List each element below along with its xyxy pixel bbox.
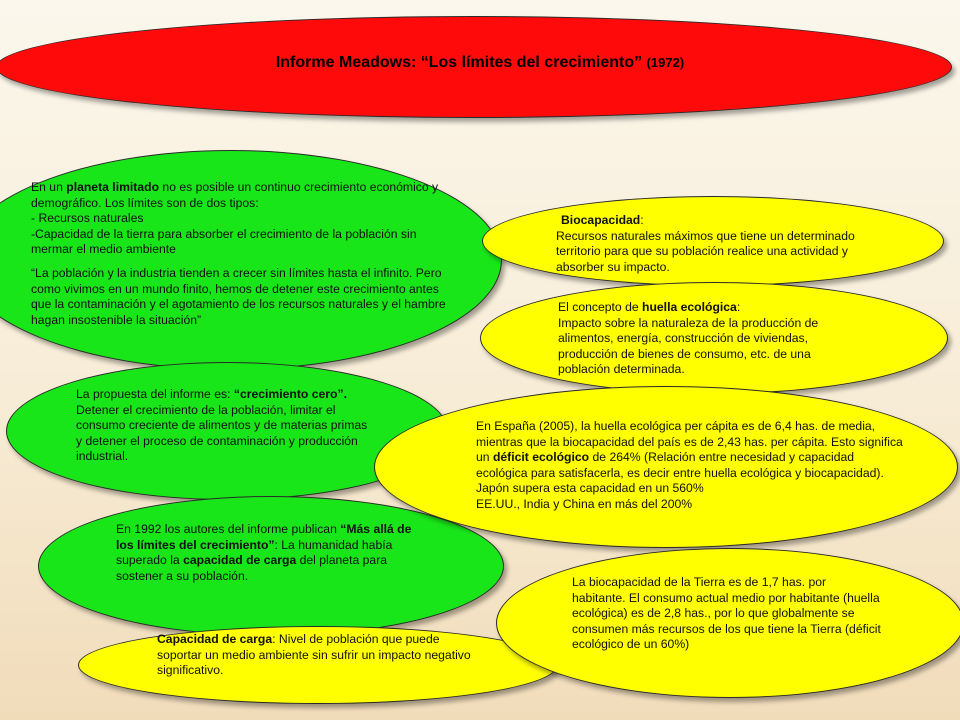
limits-item-1: - Recursos naturales [31, 211, 144, 226]
limits-text [31, 180, 456, 328]
biocapacity-text: Biocapacidad: Recursos naturales máximos que tiene un determinado territorio para que su población realice una actividad y absorber su impacto. [556, 213, 855, 274]
page-title [0, 54, 960, 72]
footprint-text: El concepto de huella ecológica: Impacto sobre la naturaleza de la producción de alimentos, energía, construcción de viviendas, producción de bienes de consumo, etc. de una población determinada. [558, 300, 819, 377]
earth-text: La biocapacidad de la Tierra es de 1,7 has. por habitante. El consumo actual medio por habitante (huella ecológica) es de 2,8 has., por lo que globalmente se consumen más recursos de los que tiene la Tierra (déficit ecológico de un 60%) [572, 575, 881, 652]
zero-growth-text: La propuesta del informe es: “crecimiento cero”. Detener el crecimiento de la población, limitar el consumo creciente de alimentos y de materias primas y detener el proceso de contaminación y producción industrial. [76, 387, 368, 464]
limits-intro: En un planeta limitado no es posible un continuo crecimiento económico y demográfico. Los límites son de dos tipos: [31, 180, 439, 210]
limits-item-2: -Capacidad de la tierra para absorber el crecimiento de la población sin mermar el medio ambiente [31, 226, 417, 257]
title-main: Informe Meadows: “Los límites del crecimiento” [275, 54, 643, 71]
spain-text: En España (2005), la huella ecológica per cápita es de 6,4 has. de media, mientras que la biocapacidad del país es de 2,43 has. per cápita. Esto significa un déficit ecológico de 264% (Relación entre necesidad y capacidad ecológica para satisfacerla, es decir entre huella ecológica y biocapacidad). Japón supera esta capacidad en un 560% EE.UU., India y China en más del 200% [476, 419, 903, 511]
title-year: (1972) [646, 55, 685, 70]
carrying-capacity-text: Capacidad de carga: Nivel de población que puede soportar un medio ambiente sin sufrir un impacto negativo significativo. [157, 632, 471, 678]
limits-quote: “La población y la industria tienden a crecer sin límites hasta el infinito. Pero como vivimos en un mundo finito, hemos de detener este crecimiento antes que la contaminación y el agotamiento de los recursos naturales y el hambre hagan insostenible la situación” [31, 265, 446, 327]
beyond-limits-text: En 1992 los autores del informe publican “Más allá de los límites del crecimiento”: La humanidad había superado la capacidad de carga del planeta para sostener a su población. [116, 522, 412, 583]
